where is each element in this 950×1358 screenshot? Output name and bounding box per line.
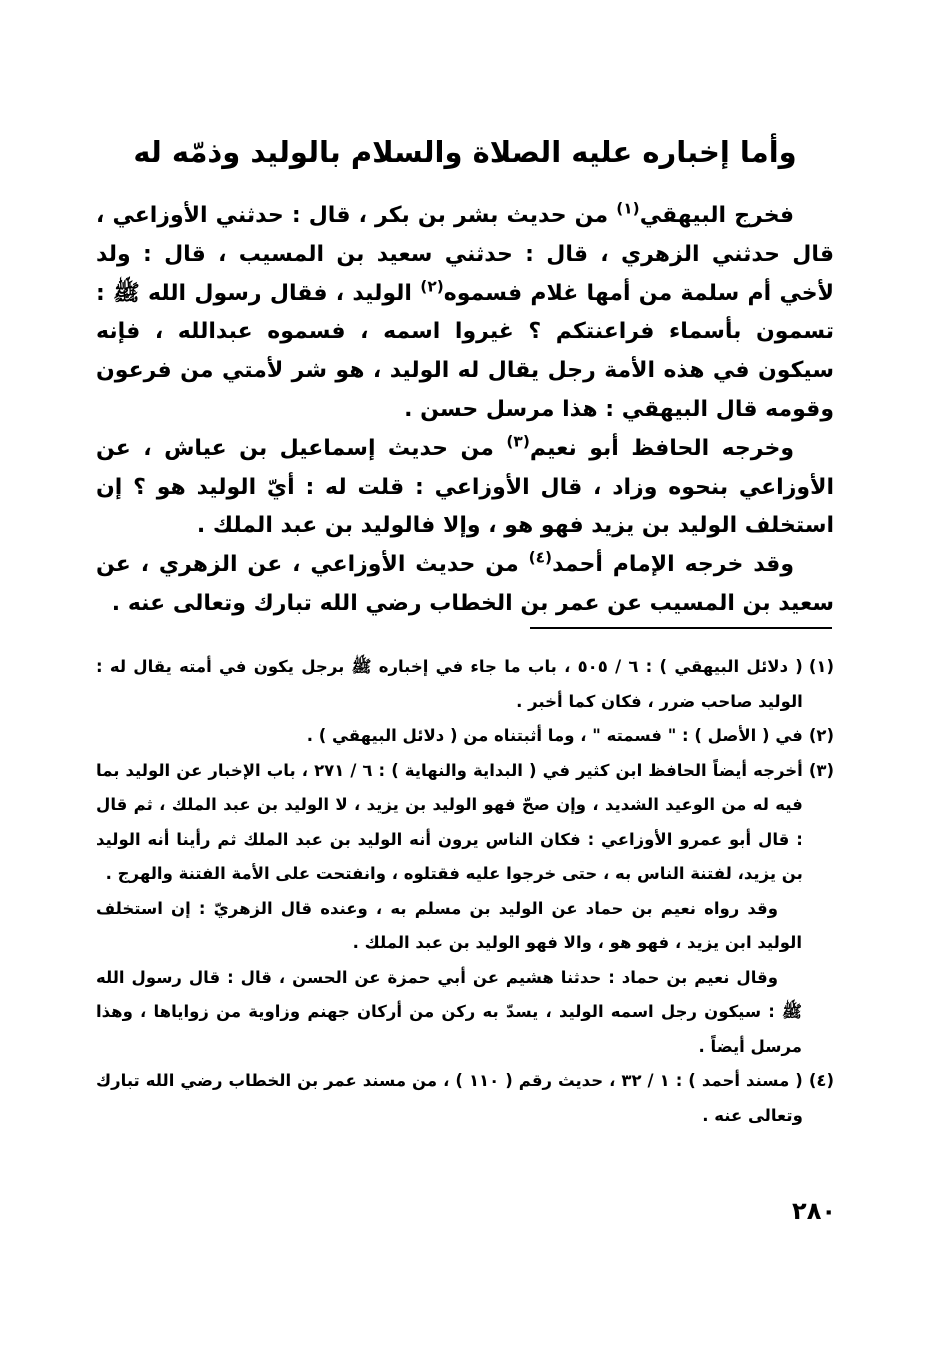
footnote-ref-1[interactable]: (١) xyxy=(616,199,640,218)
footnote-ref-3[interactable]: (٣) xyxy=(506,432,530,451)
text-run: وخرجه الحافظ أبو نعيم xyxy=(529,435,794,461)
text-run: فخرج البيهقي xyxy=(639,203,795,228)
text-run: من حديث الأوزاعي ، عن الزهري ، عن سعيد بن المسيب عن عمر بن الخطاب رضي الله تبارك وتعالى عنه . xyxy=(96,552,834,616)
footnote-separator xyxy=(530,627,832,629)
text-run: من حديث بشر بن بكر ، قال : حدثني الأوزاعي ، قال حدثني الزهري ، قال : حدثني سعيد بن المسيب ، قال : ولد لأخي أم سلمة من أمها غلام فسموه xyxy=(96,203,834,306)
section-heading: وأما إخباره عليه الصلاة والسلام بالوليد وذمّه له xyxy=(133,135,797,169)
paragraph-1 xyxy=(96,197,834,430)
footnote-2 xyxy=(96,719,834,754)
footnote-text: أخرجه أيضاً الحافظ ابن كثير في ( البداية والنهاية ) : ٦ / ٢٧١ ، باب الإخبار عن الوليد بما فيه له من الوعيد الشديد ، وإن صحّ فهو الوليد بن يزيد ، لا الوليد بن عبد الملك ، ثم قال : قال أبو عمرو الأوزاعي : فكان الناس يرون أنه الوليد بن عبد الملك ثم رأينا أنه الوليد بن يزيد، لفتنة الناس به ، حتى خرجوا عليه فقتلوه ، وانفتحت على الأمة الفتنة والهرج . xyxy=(96,760,803,883)
footnote-4 xyxy=(96,1064,834,1133)
text-run: من حديث إسماعيل بن عياش ، عن الأوزاعي بنحوه وزاد ، قال الأوزاعي : قلت له : أيّ الوليد هو ؟ إن استخلف الوليد بن يزيد فهو هو ، وإلا فالوليد بن عبد الملك . xyxy=(96,435,834,539)
paragraph-3 xyxy=(96,546,834,624)
footnote-3-extra-1: وقد رواه نعيم بن حماد عن الوليد بن مسلم به ، وعنده قال الزهريّ : إن استخلف الوليد ابن يزيد ، فهو هو ، والا فهو الوليد بن عبد الملك . xyxy=(96,898,802,952)
footnote-number: (٢) xyxy=(808,726,834,745)
footnote-ref-4[interactable]: (٤) xyxy=(528,548,553,567)
footnote-text: ( دلائل البيهقي ) : ٦ / ٥٠٥ ، باب ما جاء في إخباره ﷺ برجل يكون في أمته يقال له : الوليد صاحب ضرر ، فكان كما أخبر . xyxy=(96,657,803,711)
page-number: ٢٨٠ xyxy=(792,1197,836,1225)
footnotes xyxy=(96,650,834,1133)
footnote-ref-2[interactable]: (٢) xyxy=(420,277,444,296)
text-run: وقد خرجه الإمام أحمد xyxy=(552,552,794,578)
main-text xyxy=(96,197,834,624)
footnote-3 xyxy=(96,754,834,892)
footnote-number: (١) xyxy=(808,657,834,676)
text-run: الوليد ، فقال رسول الله ﷺ : تسمون بأسماء فراعنتكم ؟ غيروا اسمه ، فسموه عبدالله ، فإنه سيكون في هذه الأمة رجل يقال له الوليد ، هو شر لأمتي من فرعون وقومه قال البيهقي : هذا مرسل حسن . xyxy=(96,280,834,422)
footnote-1 xyxy=(96,650,834,719)
footnote-number: (٤) xyxy=(808,1071,834,1090)
footnote-text: في ( الأصل ) : " فسمته " ، وما أثبتناه من ( دلائل البيهقي ) . xyxy=(306,726,803,745)
paragraph-2 xyxy=(96,430,834,546)
footnote-3-extra-2: وقال نعيم بن حماد : حدثنا هشيم عن أبي حمزة عن الحسن ، قال : قال رسول الله ﷺ : سيكون رجل اسمه الوليد ، يسدّ به ركن من أركان جهنم وزاوية من زواياها ، وهذا مرسل أيضاً . xyxy=(96,967,802,1056)
footnote-text: ( مسند أحمد ) : ١ / ٣٢ ، حديث رقم ( ١١٠ ) ، من مسند عمر بن الخطاب رضي الله تبارك وتعالى عنه . xyxy=(96,1071,803,1125)
footnote-number: (٣) xyxy=(808,760,834,780)
